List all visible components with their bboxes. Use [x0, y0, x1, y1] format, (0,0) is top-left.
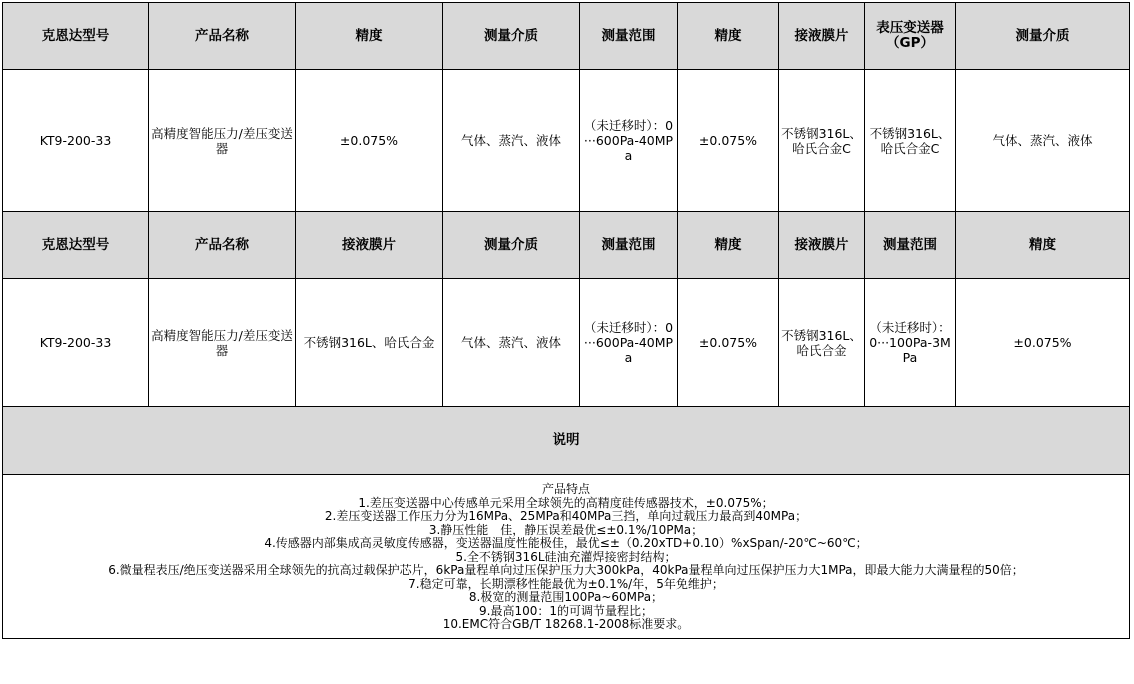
table2-cell-medium: 气体、蒸汽、液体	[443, 279, 580, 407]
table1-cell-product-name: 高精度智能压力/差压变送器	[149, 70, 296, 212]
table2-header-diaphragm-2: 接液膜片	[779, 212, 865, 279]
notes-item-4: 4.传感器内部集成高灵敏度传感器，变送器温度性能极佳，最优≤±（0.20xTD+0.10）%xSpan/-20℃~60℃；	[264, 536, 868, 550]
table2-header-medium: 测量介质	[443, 212, 580, 279]
table1-header-product-name: 产品名称	[149, 3, 296, 70]
table2-header-model: 克恩达型号	[3, 212, 149, 279]
table2-header-range: 测量范围	[580, 212, 678, 279]
table2-header-accuracy-2: 精度	[956, 212, 1130, 279]
spec-table	[2, 2, 1130, 639]
table2-cell-accuracy-2: ±0.075%	[956, 279, 1130, 407]
notes-cell	[3, 475, 1130, 639]
notes-item-1: 1.差压变送器中心传感单元采用全球领先的高精度硅传感器技术，±0.075%；	[358, 495, 774, 510]
notes-item-6: 6.微量程表压/绝压变送器采用全球领先的抗高过载保护芯片，6kPa量程单向过压保护压力大300kPa，40kPa量程单向过压保护压力大1MPa，即最大能力大满量程的50倍；	[108, 563, 1024, 577]
table2-cell-accuracy: ±0.075%	[678, 279, 779, 407]
table2-cell-product-name: 高精度智能压力/差压变送器	[149, 279, 296, 407]
notes-header: 说明	[3, 407, 1130, 475]
notes-item-7: 7.稳定可靠，长期漂移性能最优为±0.1%/年，5年免维护；	[408, 576, 724, 591]
table2-cell-diaphragm: 不锈钢316L、哈氏合金	[296, 279, 443, 407]
table1-header-model: 克恩达型号	[3, 3, 149, 70]
table2-header-accuracy: 精度	[678, 212, 779, 279]
table1-header-accuracy-2: 精度	[678, 3, 779, 70]
notes-item-2: 2.差压变送器工作压力分为16MPa、25MPa和40MPa三挡，单向过载压力最高到40MPa；	[324, 509, 808, 523]
table1-header-gauge-transmitter: 表压变送器（GP）	[865, 3, 956, 70]
notes-row	[3, 475, 1130, 639]
table1-header-medium-2: 测量介质	[956, 3, 1130, 70]
notes-title: 产品特点	[541, 482, 590, 496]
table2-cell-diaphragm-2: 不锈钢316L、哈氏合金	[779, 279, 865, 407]
table2-header-product-name: 产品名称	[149, 212, 296, 279]
notes-item-8: 8.极宽的测量范围100Pa~60MPa；	[468, 590, 664, 604]
table1-cell-medium: 气体、蒸汽、液体	[443, 70, 580, 212]
table1-header-accuracy: 精度	[296, 3, 443, 70]
notes-item-9: 9.最高100：1的可调节量程比；	[479, 603, 653, 618]
table1-cell-gauge-transmitter: 不锈钢316L、哈氏合金C	[865, 70, 956, 212]
table1-data-row	[3, 70, 1130, 212]
table1-header-diaphragm: 接液膜片	[779, 3, 865, 70]
table1-cell-range: （未迁移时）：0···600Pa-40MPa	[580, 70, 678, 212]
notes-item-5: 5.全不锈钢316L硅油充灌焊接密封结构；	[455, 549, 677, 564]
table1-cell-medium-2: 气体、蒸汽、液体	[956, 70, 1130, 212]
table1-cell-diaphragm: 不锈钢316L、哈氏合金C	[779, 70, 865, 212]
table1-cell-model: KT9-200-33	[3, 70, 149, 212]
table2-header-diaphragm: 接液膜片	[296, 212, 443, 279]
table1-cell-accuracy-2: ±0.075%	[678, 70, 779, 212]
table1-cell-accuracy: ±0.075%	[296, 70, 443, 212]
table2-header-range-2: 测量范围	[865, 212, 956, 279]
notes-header-row	[3, 407, 1130, 475]
table2-cell-model: KT9-200-33	[3, 279, 149, 407]
table2-data-row	[3, 279, 1130, 407]
notes-item-3: 3.静压性能 佳，静压误差最优≤±0.1%/10PMa；	[428, 522, 704, 537]
table1-header-range: 测量范围	[580, 3, 678, 70]
table2-cell-range-2: （未迁移时）：0···100Pa-3MPa	[865, 279, 956, 407]
notes-item-10: 10.EMC符合GB/T 18268.1-2008标准要求。	[442, 617, 690, 631]
table1-header-row	[3, 3, 1130, 70]
table1-header-medium: 测量介质	[443, 3, 580, 70]
table2-header-row	[3, 212, 1130, 279]
table2-cell-range: （未迁移时）：0···600Pa-40MPa	[580, 279, 678, 407]
